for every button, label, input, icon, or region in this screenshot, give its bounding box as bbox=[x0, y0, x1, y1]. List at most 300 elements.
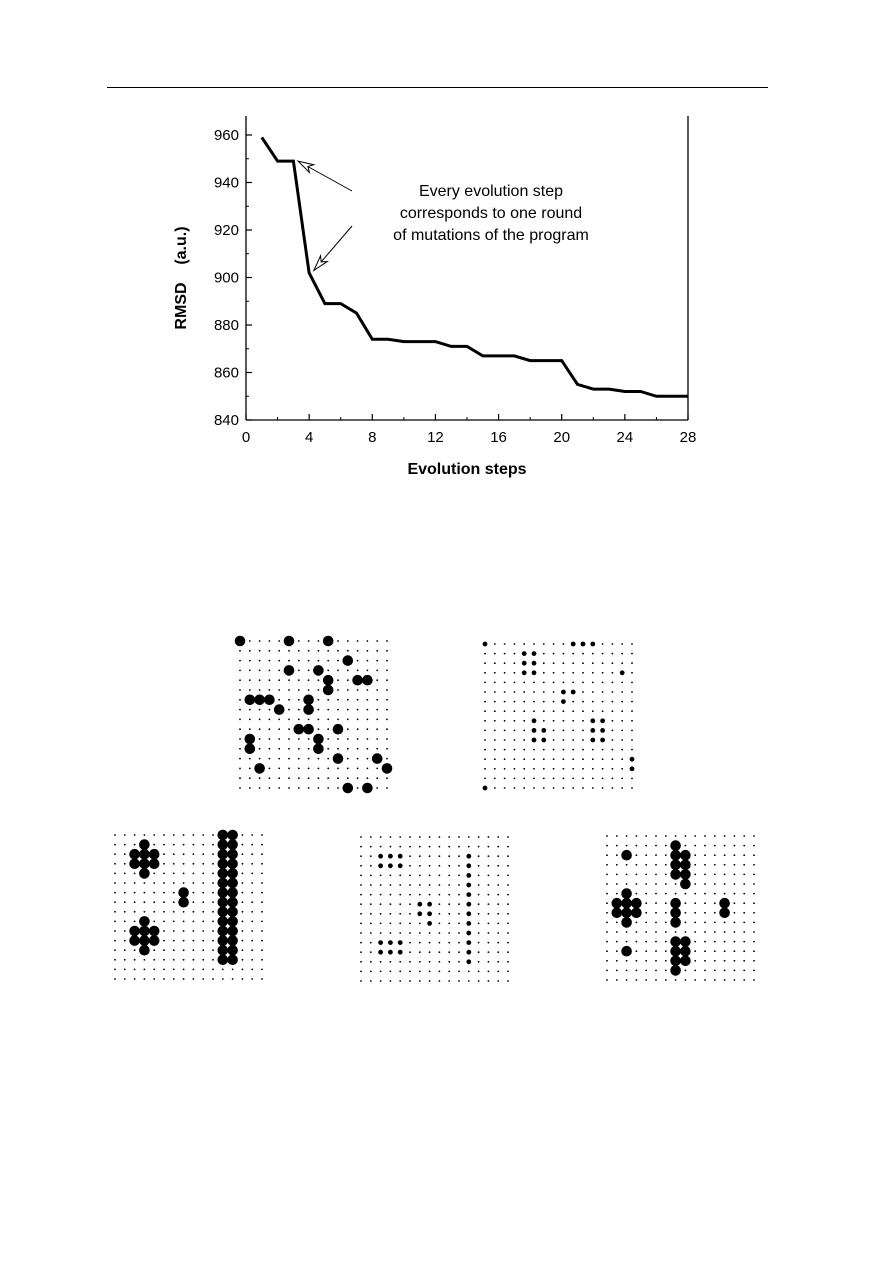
grid-dot-small bbox=[592, 710, 594, 712]
grid-dot-small bbox=[357, 709, 359, 711]
grid-dot-big bbox=[227, 859, 238, 870]
grid-dot-big bbox=[218, 897, 229, 908]
grid-dot-small bbox=[134, 901, 136, 903]
grid-dot-small bbox=[606, 979, 608, 981]
grid-dot-small bbox=[134, 959, 136, 961]
grid-dot-small bbox=[370, 865, 372, 867]
grid-dot-small bbox=[134, 844, 136, 846]
grid-dot-small bbox=[543, 758, 545, 760]
grid-dot-small bbox=[239, 699, 241, 701]
grid-dot-small bbox=[239, 738, 241, 740]
grid-dot-small bbox=[497, 951, 499, 953]
grid-dot-small bbox=[602, 749, 604, 751]
grid-dot-small bbox=[409, 894, 411, 896]
grid-dot-small bbox=[202, 882, 204, 884]
annotation bbox=[298, 161, 589, 270]
grid-dot-small bbox=[494, 682, 496, 684]
grid-dot-small bbox=[543, 768, 545, 770]
grid-dot-small bbox=[645, 979, 647, 981]
grid-dot-small bbox=[685, 902, 687, 904]
grid-dot-small bbox=[675, 979, 677, 981]
grid-dot-small bbox=[288, 758, 290, 760]
grid-dot-small bbox=[572, 701, 574, 703]
grid-dot-small bbox=[429, 875, 431, 877]
grid-dot-small bbox=[563, 739, 565, 741]
grid-dot-small bbox=[163, 978, 165, 980]
grid-dot-big bbox=[303, 704, 314, 715]
grid-dot-big bbox=[670, 908, 681, 919]
grid-dot-small bbox=[308, 660, 310, 662]
grid-dot-small bbox=[458, 846, 460, 848]
grid-dot-small bbox=[582, 662, 584, 664]
grid-dot-small bbox=[409, 942, 411, 944]
grid-dot-small bbox=[636, 941, 638, 943]
grid-dot-big bbox=[178, 897, 189, 908]
grid-dot-small bbox=[259, 709, 261, 711]
grid-dot-small bbox=[484, 710, 486, 712]
grid-dot-big bbox=[621, 946, 632, 957]
grid-dot-small bbox=[507, 923, 509, 925]
grid-dot-small bbox=[704, 854, 706, 856]
grid-dot-small bbox=[308, 738, 310, 740]
grid-dot-small bbox=[753, 874, 755, 876]
grid-dot-small bbox=[212, 882, 214, 884]
grid-dot-small bbox=[239, 758, 241, 760]
grid-dot-small bbox=[612, 778, 614, 780]
grid-dot-small bbox=[704, 979, 706, 981]
grid-dot-small bbox=[380, 836, 382, 838]
grid-dot-small bbox=[645, 970, 647, 972]
y-tick-label: 860 bbox=[213, 364, 239, 382]
grid-dot-small bbox=[419, 971, 421, 973]
grid-dot-small bbox=[753, 931, 755, 933]
grid-dot-small bbox=[269, 758, 271, 760]
grid-dot-small bbox=[514, 758, 516, 760]
grid-dot-small bbox=[626, 864, 628, 866]
grid-dot-small bbox=[429, 961, 431, 963]
grid-dot-small bbox=[543, 701, 545, 703]
grid-dot-small bbox=[269, 640, 271, 642]
grid-dot-small bbox=[743, 893, 745, 895]
grid-dot-big bbox=[227, 945, 238, 956]
grid-dot-small bbox=[337, 679, 339, 681]
grid-dot-small bbox=[636, 883, 638, 885]
grid-dot-small bbox=[347, 699, 349, 701]
grid-dot-small bbox=[347, 738, 349, 740]
grid-dot-small bbox=[694, 893, 696, 895]
grid-dot-small bbox=[616, 950, 618, 952]
grid-dot-medium bbox=[561, 690, 566, 695]
grid-dot-small bbox=[261, 892, 263, 894]
grid-dot-small bbox=[621, 653, 623, 655]
grid-dot-big bbox=[129, 926, 140, 937]
grid-dot-small bbox=[259, 777, 261, 779]
grid-dot-small bbox=[494, 739, 496, 741]
grid-dot-small bbox=[592, 778, 594, 780]
grid-dot-medium bbox=[466, 892, 471, 897]
grid-dot-small bbox=[193, 969, 195, 971]
grid-dot-small bbox=[269, 679, 271, 681]
grid-dot-small bbox=[124, 873, 126, 875]
grid-dot-small bbox=[478, 951, 480, 953]
grid-dot-small bbox=[269, 709, 271, 711]
grid-dot-small bbox=[367, 738, 369, 740]
grid-dot-small bbox=[202, 959, 204, 961]
grid-dot-small bbox=[704, 922, 706, 924]
grid-dot-big bbox=[235, 636, 246, 647]
grid-dot-small bbox=[409, 951, 411, 953]
grid-dot-small bbox=[239, 777, 241, 779]
grid-dot-small bbox=[753, 854, 755, 856]
grid-dot-small bbox=[612, 739, 614, 741]
grid-dot-small bbox=[269, 787, 271, 789]
y-tick-label: 840 bbox=[213, 412, 239, 429]
grid-dot-small bbox=[124, 921, 126, 923]
grid-dot-small bbox=[202, 921, 204, 923]
grid-dot-big bbox=[218, 849, 229, 860]
grid-dot-small bbox=[261, 959, 263, 961]
grid-dot-small bbox=[448, 913, 450, 915]
grid-dot-small bbox=[327, 738, 329, 740]
grid-dot-small bbox=[753, 922, 755, 924]
grid-dot-medium bbox=[522, 661, 527, 666]
grid-dot-small bbox=[448, 836, 450, 838]
grid-dot-small bbox=[621, 778, 623, 780]
grid-dot-small bbox=[390, 903, 392, 905]
grid-dot-small bbox=[376, 689, 378, 691]
grid-dot-small bbox=[134, 911, 136, 913]
grid-dot-small bbox=[380, 932, 382, 934]
grid-dot-medium bbox=[378, 854, 383, 859]
grid-dot-big bbox=[670, 965, 681, 976]
grid-dot-big bbox=[218, 839, 229, 850]
grid-dot-small bbox=[694, 941, 696, 943]
grid-dot-small bbox=[114, 901, 116, 903]
grid-dot-small bbox=[357, 670, 359, 672]
grid-dot-small bbox=[173, 911, 175, 913]
grid-dot-small bbox=[497, 980, 499, 982]
grid-dot-small bbox=[636, 835, 638, 837]
grid-dot-medium bbox=[532, 651, 537, 656]
grid-dot-small bbox=[202, 930, 204, 932]
grid-dot-small bbox=[419, 980, 421, 982]
grid-dot-small bbox=[478, 961, 480, 963]
grid-dot-small bbox=[337, 650, 339, 652]
grid-dot-small bbox=[504, 691, 506, 693]
grid-dot-small bbox=[360, 884, 362, 886]
grid-dot-small bbox=[399, 875, 401, 877]
grid-dot-small bbox=[367, 728, 369, 730]
grid-dot-small bbox=[488, 903, 490, 905]
grid-dot-small bbox=[249, 728, 251, 730]
grid-dot-small bbox=[553, 653, 555, 655]
grid-dot-small bbox=[419, 942, 421, 944]
grid-dot-small bbox=[753, 960, 755, 962]
grid-dot-small bbox=[675, 835, 677, 837]
grid-dot-small bbox=[488, 980, 490, 982]
grid-dot-small bbox=[251, 882, 253, 884]
grid-dot-big bbox=[670, 840, 681, 851]
grid-dot-big bbox=[218, 916, 229, 927]
grid-dot-small bbox=[337, 777, 339, 779]
grid-dot-small bbox=[553, 643, 555, 645]
grid-dot-small bbox=[606, 912, 608, 914]
grid-dot-small bbox=[439, 846, 441, 848]
grid-dot-small bbox=[743, 922, 745, 924]
grid-dot-big bbox=[218, 878, 229, 889]
grid-dot-small bbox=[665, 960, 667, 962]
grid-dot-small bbox=[298, 699, 300, 701]
grid-dot-small bbox=[124, 863, 126, 865]
grid-dot-small bbox=[370, 942, 372, 944]
grid-dot-small bbox=[370, 903, 372, 905]
grid-dot-small bbox=[390, 875, 392, 877]
grid-dot-small bbox=[458, 865, 460, 867]
grid-dot-small bbox=[242, 949, 244, 951]
grid-dot-small bbox=[514, 749, 516, 751]
grid-dot-small bbox=[572, 710, 574, 712]
grid-dot-small bbox=[390, 836, 392, 838]
grid-dot-medium bbox=[620, 670, 625, 675]
grid-dot-small bbox=[665, 950, 667, 952]
grid-dot-small bbox=[724, 941, 726, 943]
grid-dot-small bbox=[269, 719, 271, 721]
grid-dot-medium bbox=[532, 718, 537, 723]
grid-dot-small bbox=[621, 730, 623, 732]
grid-dot-small bbox=[153, 844, 155, 846]
grid-dot-small bbox=[734, 845, 736, 847]
grid-dot-big bbox=[612, 908, 623, 919]
grid-dot-small bbox=[582, 739, 584, 741]
grid-dot-small bbox=[621, 787, 623, 789]
grid-dot-small bbox=[249, 670, 251, 672]
grid-dot-big bbox=[274, 704, 285, 715]
grid-dot-big bbox=[149, 935, 160, 946]
grid-dot-small bbox=[543, 662, 545, 664]
grid-dot-small bbox=[484, 778, 486, 780]
grid-dot-small bbox=[704, 883, 706, 885]
grid-dot-small bbox=[724, 854, 726, 856]
grid-dot-small bbox=[753, 950, 755, 952]
grid-dot-small bbox=[193, 911, 195, 913]
grid-dot-small bbox=[193, 940, 195, 942]
grid-dot-small bbox=[621, 739, 623, 741]
grid-dot-medium bbox=[427, 902, 432, 907]
grid-dot-small bbox=[419, 923, 421, 925]
grid-dot-big bbox=[680, 879, 691, 890]
grid-dot-small bbox=[347, 689, 349, 691]
grid-dot-small bbox=[621, 691, 623, 693]
annotation-line-2: corresponds to one round bbox=[399, 205, 583, 222]
x-tick-label: 12 bbox=[427, 429, 444, 446]
grid-dot-small bbox=[488, 884, 490, 886]
grid-dot-small bbox=[386, 670, 388, 672]
grid-dot-small bbox=[704, 845, 706, 847]
grid-dot-small bbox=[114, 892, 116, 894]
grid-dot-medium bbox=[466, 911, 471, 916]
grid-dot-small bbox=[612, 787, 614, 789]
grid-dot-small bbox=[261, 930, 263, 932]
grid-dot-small bbox=[494, 768, 496, 770]
grid-dot-small bbox=[655, 931, 657, 933]
grid-dot-small bbox=[376, 640, 378, 642]
grid-dot-small bbox=[675, 931, 677, 933]
annotation-line-1: Every evolution step bbox=[418, 183, 564, 200]
grid-dot-small bbox=[616, 922, 618, 924]
grid-dot-small bbox=[631, 739, 633, 741]
grid-dot-small bbox=[626, 874, 628, 876]
grid-dot-small bbox=[514, 672, 516, 674]
grid-dot-medium bbox=[378, 940, 383, 945]
grid-dot-small bbox=[504, 787, 506, 789]
grid-dot-small bbox=[734, 912, 736, 914]
grid-dot-small bbox=[448, 932, 450, 934]
grid-dot-small bbox=[523, 701, 525, 703]
grid-dot-small bbox=[616, 941, 618, 943]
grid-dot-small bbox=[724, 950, 726, 952]
grid-dot-small bbox=[497, 913, 499, 915]
grid-dot-small bbox=[612, 643, 614, 645]
grid-dot-small bbox=[621, 643, 623, 645]
grid-dot-small bbox=[507, 980, 509, 982]
grid-dot-small bbox=[497, 875, 499, 877]
grid-dot-small bbox=[694, 931, 696, 933]
grid-dot-small bbox=[278, 689, 280, 691]
grid-dot-medium bbox=[532, 738, 537, 743]
grid-dot-small bbox=[370, 875, 372, 877]
grid-dot-small bbox=[193, 892, 195, 894]
grid-dot-medium bbox=[398, 854, 403, 859]
grid-dot-small bbox=[298, 660, 300, 662]
grid-dot-small bbox=[714, 883, 716, 885]
grid-dot-small bbox=[318, 768, 320, 770]
grid-dot-small bbox=[390, 913, 392, 915]
grid-dot-small bbox=[488, 971, 490, 973]
x-tick-label: 16 bbox=[490, 429, 507, 446]
grid-dot-small bbox=[523, 739, 525, 741]
dot-grid-d bbox=[360, 836, 509, 982]
grid-dot-small bbox=[360, 971, 362, 973]
grid-dot-small bbox=[448, 875, 450, 877]
grid-dot-small bbox=[533, 710, 535, 712]
grid-dot-small bbox=[665, 970, 667, 972]
grid-dot-small bbox=[360, 846, 362, 848]
grid-dot-small bbox=[523, 778, 525, 780]
grid-dot-big bbox=[254, 763, 265, 774]
grid-dot-small bbox=[298, 650, 300, 652]
grid-dot-big bbox=[680, 946, 691, 957]
grid-dot-medium bbox=[388, 950, 393, 955]
grid-dot-small bbox=[553, 682, 555, 684]
grid-dot-small bbox=[439, 942, 441, 944]
grid-dot-small bbox=[439, 836, 441, 838]
grid-dot-small bbox=[399, 971, 401, 973]
grid-dot-small bbox=[734, 950, 736, 952]
grid-dot-small bbox=[357, 748, 359, 750]
grid-dot-small bbox=[249, 777, 251, 779]
grid-dot-small bbox=[743, 854, 745, 856]
grid-dot-small bbox=[269, 738, 271, 740]
grid-dot-medium bbox=[571, 690, 576, 695]
grid-dot-medium bbox=[417, 902, 422, 907]
grid-dot-small bbox=[714, 864, 716, 866]
grid-dot-small bbox=[563, 672, 565, 674]
grid-dot-small bbox=[376, 670, 378, 672]
grid-dot-big bbox=[631, 898, 642, 909]
grid-dot-small bbox=[488, 875, 490, 877]
grid-dot-small bbox=[251, 901, 253, 903]
grid-dot-small bbox=[251, 863, 253, 865]
grid-dot-small bbox=[360, 923, 362, 925]
grid-dot-big bbox=[680, 850, 691, 861]
grid-dot-small bbox=[734, 970, 736, 972]
grid-dot-small bbox=[631, 662, 633, 664]
grid-dot-small bbox=[514, 720, 516, 722]
grid-dot-small bbox=[124, 892, 126, 894]
grid-dot-small bbox=[636, 950, 638, 952]
grid-dot-small bbox=[173, 930, 175, 932]
grid-dot-small bbox=[183, 911, 185, 913]
grid-dot-small bbox=[439, 971, 441, 973]
grid-dot-small bbox=[616, 893, 618, 895]
grid-dot-small bbox=[612, 662, 614, 664]
grid-dot-small bbox=[202, 844, 204, 846]
grid-dot-small bbox=[269, 748, 271, 750]
grid-dot-small bbox=[448, 846, 450, 848]
grid-dot-small bbox=[724, 835, 726, 837]
grid-dot-small bbox=[259, 719, 261, 721]
grid-dot-small bbox=[645, 931, 647, 933]
grid-dot-small bbox=[448, 961, 450, 963]
grid-dot-small bbox=[163, 969, 165, 971]
grid-dot-small bbox=[753, 864, 755, 866]
grid-dot-small bbox=[655, 902, 657, 904]
grid-dot-small bbox=[288, 768, 290, 770]
grid-dot-small bbox=[239, 787, 241, 789]
grid-dot-big bbox=[129, 859, 140, 870]
y-tick-label: 880 bbox=[213, 317, 239, 334]
grid-dot-small bbox=[124, 834, 126, 836]
grid-dot-small bbox=[504, 653, 506, 655]
grid-dot-big bbox=[323, 675, 334, 686]
grid-dot-small bbox=[478, 855, 480, 857]
grid-dot-medium bbox=[466, 863, 471, 868]
grid-dot-small bbox=[222, 969, 224, 971]
grid-dot-small bbox=[419, 855, 421, 857]
grid-dot-small bbox=[631, 701, 633, 703]
grid-dot-small bbox=[743, 979, 745, 981]
grid-dot-small bbox=[694, 970, 696, 972]
grid-dot-small bbox=[563, 758, 565, 760]
grid-dot-small bbox=[212, 940, 214, 942]
grid-dot-small bbox=[124, 930, 126, 932]
grid-dot-small bbox=[523, 710, 525, 712]
grid-dot-big bbox=[227, 897, 238, 908]
grid-dot-small bbox=[734, 960, 736, 962]
grid-dot-small bbox=[734, 979, 736, 981]
grid-dot-small bbox=[249, 719, 251, 721]
grid-dot-small bbox=[318, 689, 320, 691]
grid-dot-small bbox=[563, 730, 565, 732]
grid-dot-small bbox=[655, 854, 657, 856]
grid-dot-small bbox=[507, 836, 509, 838]
grid-dot-small bbox=[193, 901, 195, 903]
grid-dot-small bbox=[645, 950, 647, 952]
grid-dot-small bbox=[419, 951, 421, 953]
grid-dot-small bbox=[497, 836, 499, 838]
grid-dot-small bbox=[704, 864, 706, 866]
grid-dot-small bbox=[582, 720, 584, 722]
